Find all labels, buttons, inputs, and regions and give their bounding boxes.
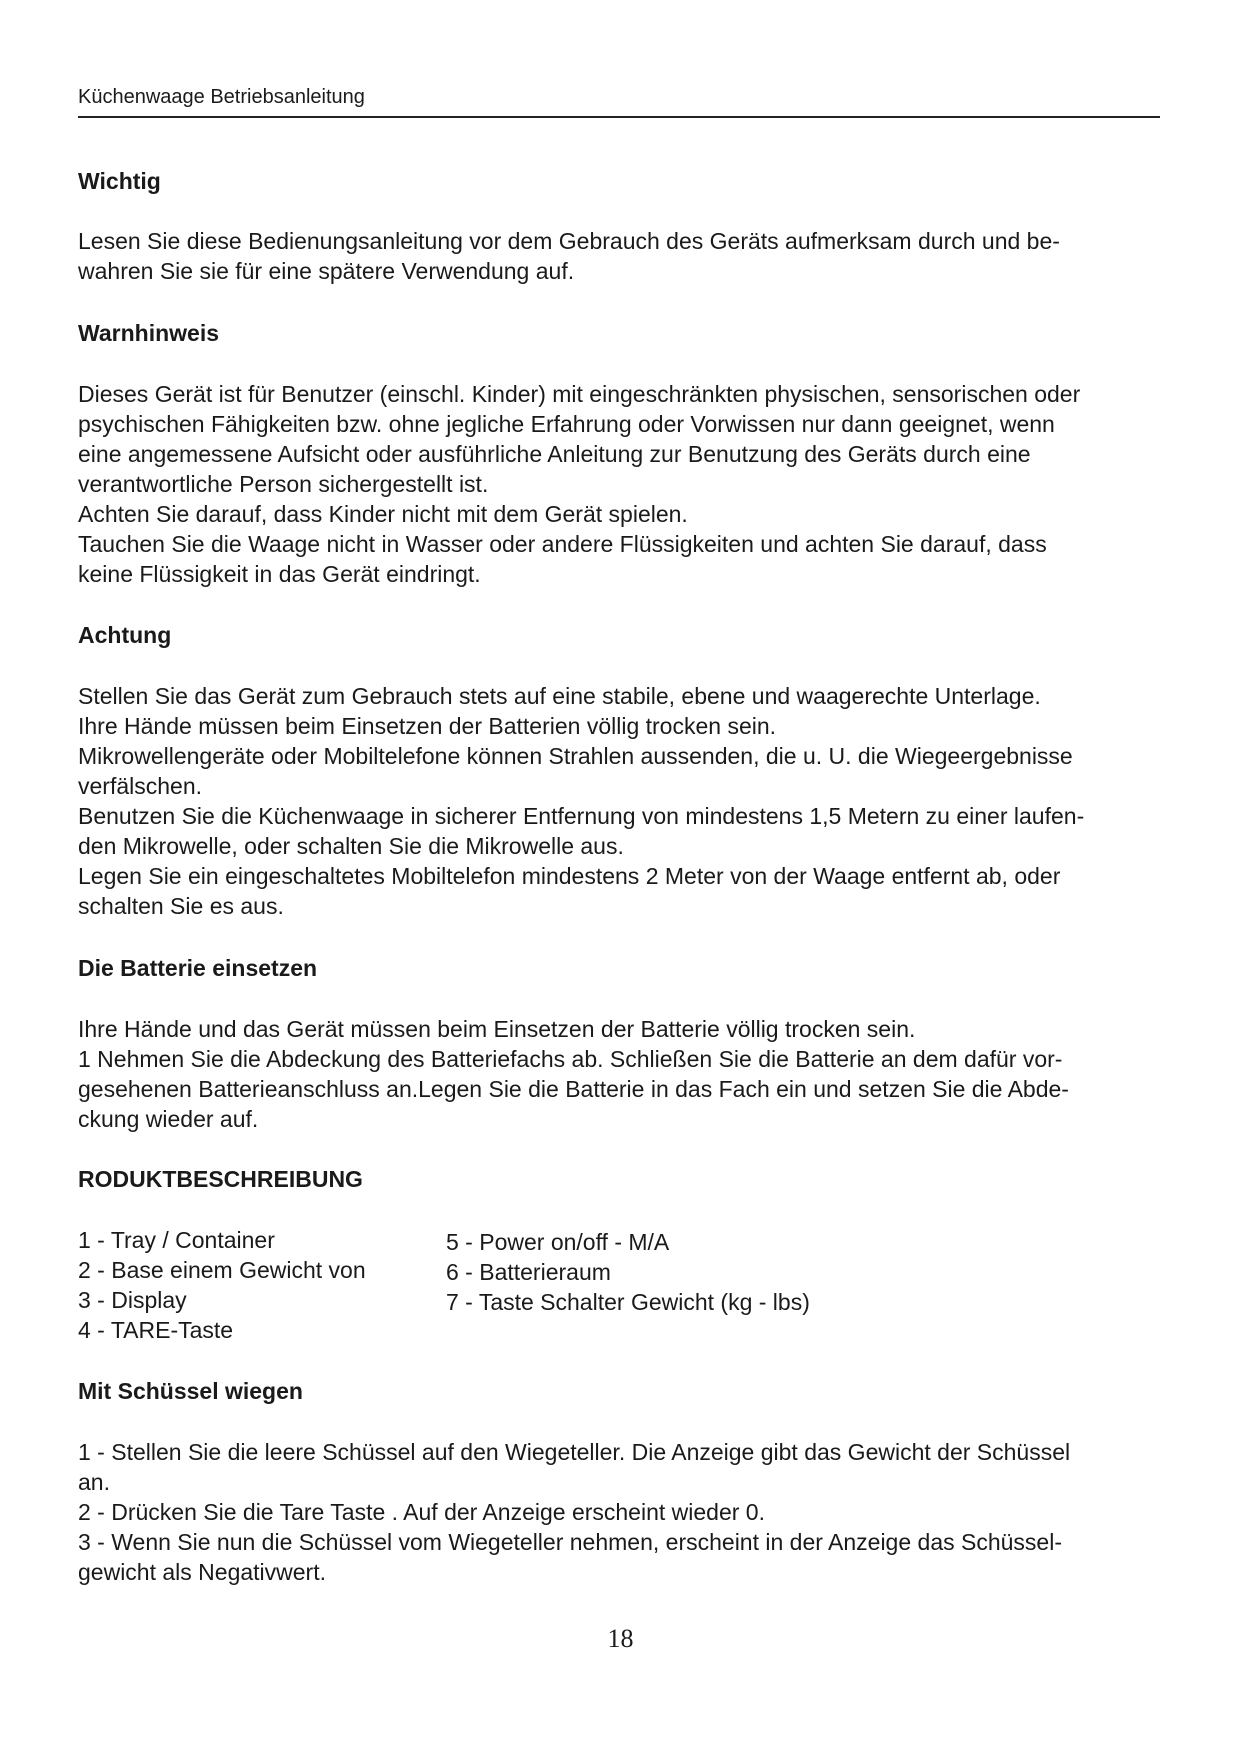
list-item: 4 - TARE-Taste (78, 1317, 234, 1343)
page-number: 18 (607, 1624, 634, 1653)
text-line: gewicht als Negativwert. (78, 1559, 326, 1585)
header-rule (78, 116, 1160, 118)
list-item: 7 - Taste Schalter Gewicht (kg - lbs) (446, 1289, 810, 1315)
text-line: Achten Sie darauf, dass Kinder nicht mit dem Gerät spielen. (78, 501, 688, 527)
product-list-right (446, 1227, 810, 1317)
list-item: 5 - Power on/off - M/A (446, 1229, 670, 1255)
text-line: an. (78, 1469, 110, 1495)
heading-achtung: Achtung (78, 622, 172, 648)
text-line: keine Flüssigkeit in das Gerät eindringt. (78, 561, 481, 587)
text-line: Benutzen Sie die Küchenwaage in sicherer Entfernung von mindestens 1,5 Metern zu einer laufen- (78, 803, 1085, 829)
text-line: Tauchen Sie die Waage nicht in Wasser oder andere Flüssigkeiten und achten Sie darauf, dass (78, 531, 1047, 557)
text-line: verantwortliche Person sichergestellt ist. (78, 471, 489, 497)
paragraph-warnhinweis (78, 379, 1163, 589)
text-line: den Mikrowelle, oder schalten Sie die Mikrowelle aus. (78, 833, 624, 859)
text-line: verfälschen. (78, 773, 203, 799)
text-line: Dieses Gerät ist für Benutzer (einschl. Kinder) mit eingeschränkten physischen, sensorischen oder (78, 381, 1081, 407)
list-item: 2 - Base einem Gewicht von (78, 1257, 366, 1283)
text-line: Ihre Hände und das Gerät müssen beim Einsetzen der Batterie völlig trocken sein. (78, 1016, 916, 1042)
paragraph-achtung (78, 681, 1163, 921)
text-line: psychischen Fähigkeiten bzw. ohne jegliche Erfahrung oder Vorwissen nur dann geeignet, wenn (78, 411, 1055, 437)
text-line: gesehenen Batterieanschluss an.Legen Sie die Batterie in das Fach ein und setzen Sie die Abde- (78, 1076, 1069, 1102)
text-line: 1 - Stellen Sie die leere Schüssel auf den Wiegeteller. Die Anzeige gibt das Gewicht der Schüssel (78, 1439, 1071, 1465)
product-list-left (78, 1225, 366, 1345)
heading-schuessel: Mit Schüssel wiegen (78, 1378, 303, 1404)
text-line: wahren Sie sie für eine spätere Verwendung auf. (78, 258, 575, 284)
paragraph-wichtig (78, 226, 1163, 286)
list-item: 6 - Batterieraum (446, 1259, 611, 1285)
page-header: Küchenwaage Betriebsanleitung (78, 86, 365, 108)
text-line: Lesen Sie diese Bedienungsanleitung vor dem Gebrauch des Geräts aufmerksam durch und be- (78, 228, 1060, 254)
heading-warnhinweis: Warnhinweis (78, 320, 219, 346)
list-item: 3 - Display (78, 1287, 187, 1313)
heading-batterie: Die Batterie einsetzen (78, 955, 318, 981)
list-item: 1 - Tray / Container (78, 1227, 275, 1253)
text-line: Legen Sie ein eingeschaltetes Mobiltelefon mindestens 2 Meter von der Waage entfernt ab, oder (78, 863, 1061, 889)
text-line: Mikrowellengeräte oder Mobiltelefone können Strahlen aussenden, die u. U. die Wiegeergebnisse (78, 743, 1073, 769)
paragraph-batterie (78, 1014, 1163, 1134)
text-line: ckung wieder auf. (78, 1106, 259, 1132)
paragraph-schuessel (78, 1437, 1163, 1587)
text-line: 2 - Drücken Sie die Tare Taste . Auf der Anzeige erscheint wieder 0. (78, 1499, 765, 1525)
heading-produktbeschreibung: RODUKTBESCHREIBUNG (78, 1166, 363, 1192)
heading-wichtig: Wichtig (78, 168, 161, 194)
text-line: schalten Sie es aus. (78, 893, 284, 919)
text-line: Stellen Sie das Gerät zum Gebrauch stets auf eine stabile, ebene und waagerechte Unterlage. (78, 683, 1041, 709)
text-line: 3 - Wenn Sie nun die Schüssel vom Wiegeteller nehmen, erscheint in der Anzeige das Schüssel- (78, 1529, 1062, 1555)
text-line: eine angemessene Aufsicht oder ausführliche Anleitung zur Benutzung des Geräts durch eine (78, 441, 1031, 467)
text-line: 1 Nehmen Sie die Abdeckung des Batteriefachs ab. Schließen Sie die Batterie an dem dafür vor- (78, 1046, 1063, 1072)
text-line: Ihre Hände müssen beim Einsetzen der Batterien völlig trocken sein. (78, 713, 777, 739)
